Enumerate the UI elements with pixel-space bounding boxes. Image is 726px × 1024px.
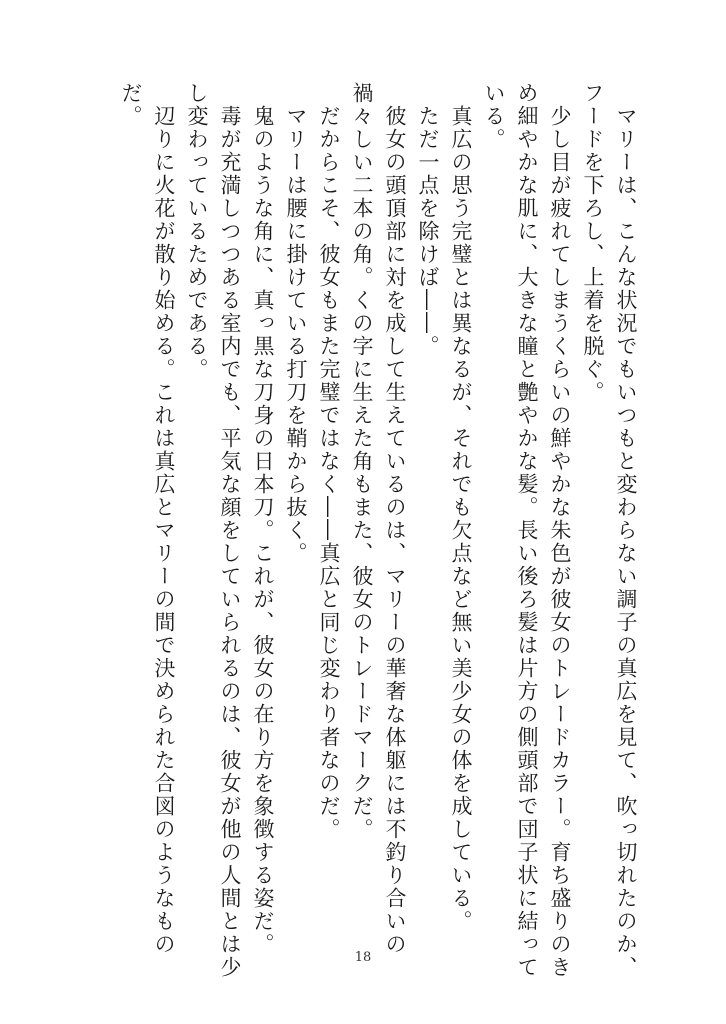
text-line: 毒が充満しつつある室内でも、平気な顔をしていられるのは、彼女が他の人間とは少 [218, 82, 242, 979]
text-line: 禍々しい二本の角。くの字に生えた角もまた、彼女のトレードマークだ。 [350, 82, 374, 841]
text-line: 辺りに火花が散り始める。これは真広とマリーの間で決められた合図のようなもの [152, 82, 176, 956]
text-line: 鬼のような角に、真っ黒な刀身の日本刀。これが、彼女の在り方を象徴する姿だ。 [251, 82, 275, 956]
text-line: いる。 [482, 82, 506, 151]
text-line: だからこそ、彼女もまた完璧ではなく――真広と同じ変わり者なのだ。 [317, 82, 341, 841]
text-line: め細やかな肌に、大きな瞳と艶やかな髪。長い後ろ髪は片方の側頭部で団子状に結って [515, 82, 539, 979]
text-line: ただ一点を除けば――。 [416, 82, 440, 358]
text-line: マリーは、こんな状況でもいつもと変わらない調子の真広を見て、吹っ切れたのか、 [614, 82, 638, 979]
text-line: し変わっているためである。 [185, 82, 209, 381]
page-number: 18 [354, 950, 372, 965]
text-line: フードを下ろし、上着を脱ぐ。 [581, 82, 605, 404]
text-line: 少し目が疲れてしまうくらいの鮮やかな朱色が彼女のトレードカラー。育ち盛りのき [548, 82, 572, 979]
text-line: マリーは腰に掛けている打刀を鞘から抜く。 [284, 82, 308, 565]
text-line: だ。 [119, 82, 143, 128]
text-line: 真広の思う完璧とは異なるが、それでも欠点など無い美少女の体を成している。 [449, 82, 473, 933]
text-line: 彼女の頭頂部に対を成して生えているのは、マリーの華奢な体躯には不釣り合いの [383, 82, 407, 956]
